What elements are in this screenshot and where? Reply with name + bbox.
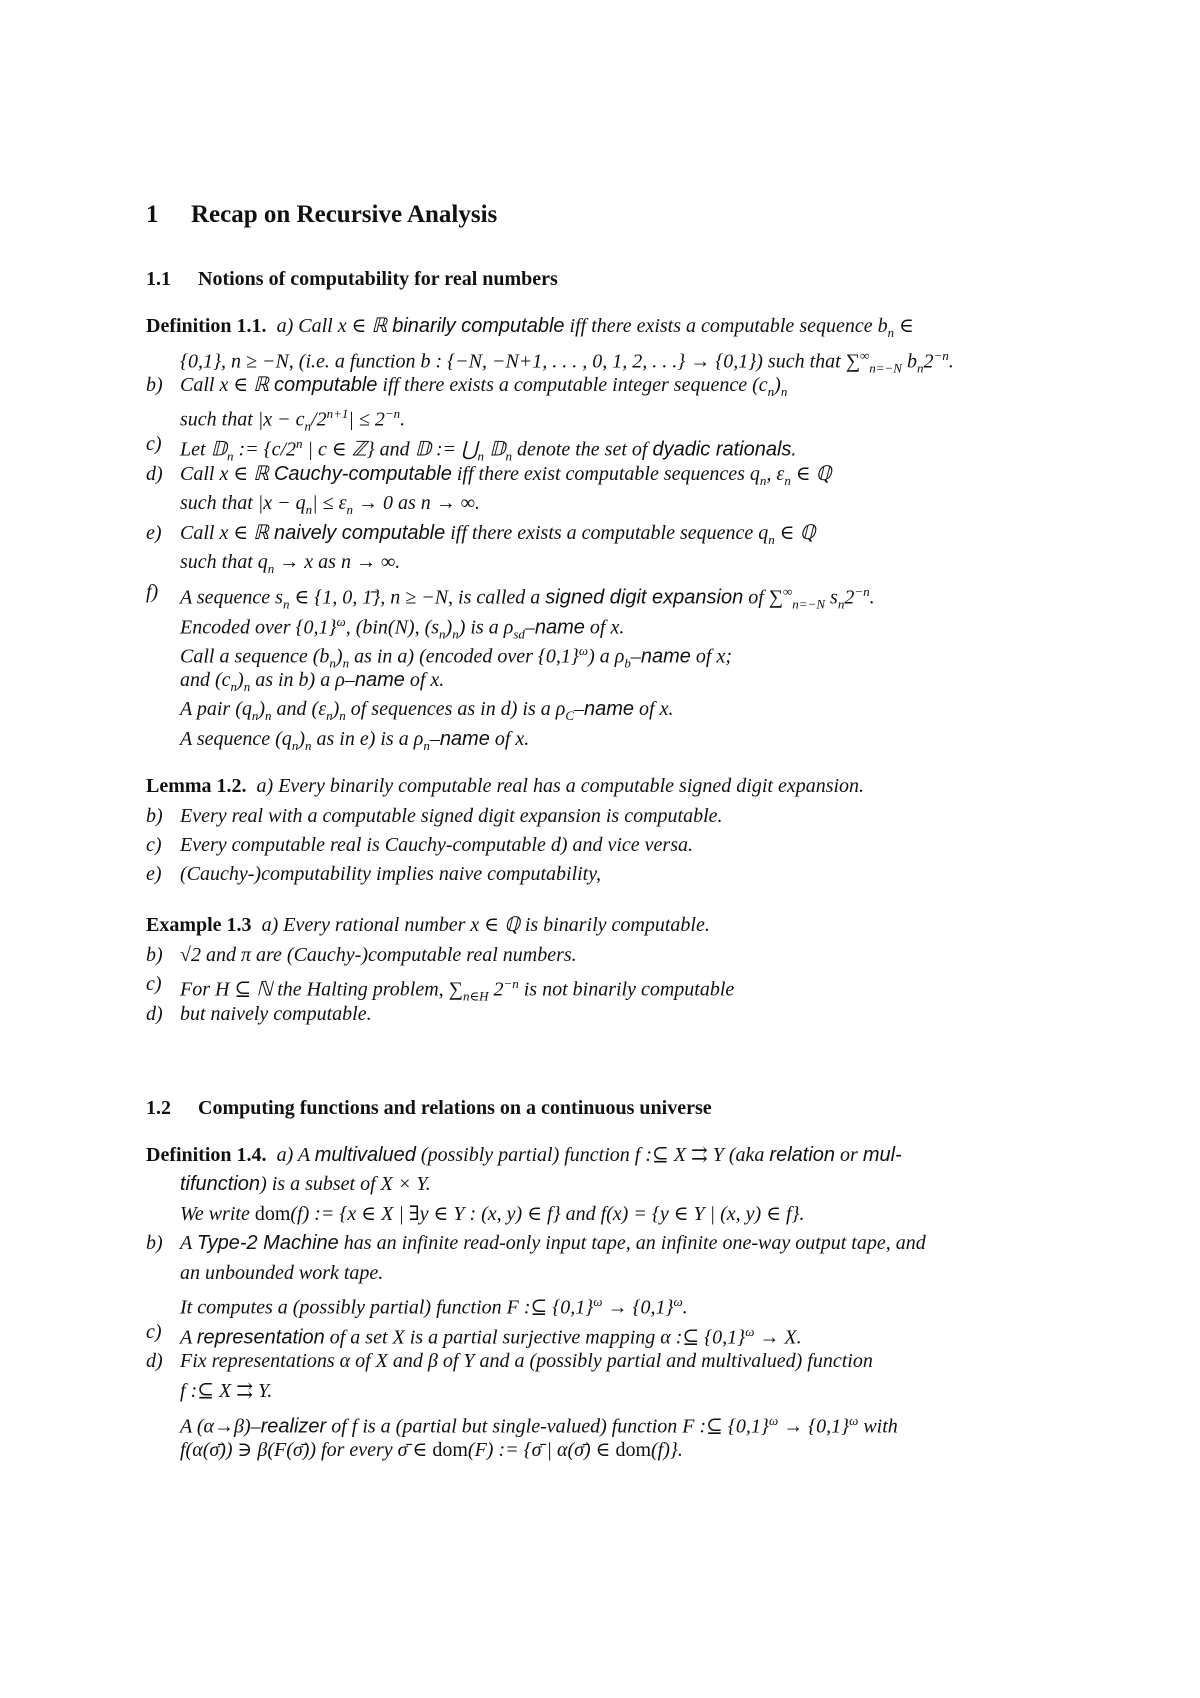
text-fragment: ) bbox=[298, 728, 305, 750]
section-title: Recap on Recursive Analysis bbox=[191, 201, 498, 228]
text-fragment: and (c bbox=[180, 669, 231, 691]
emphasized-term: name bbox=[584, 698, 635, 720]
text-fragment: Every computable real is Cauchy-computable d) and vice versa. bbox=[180, 834, 693, 856]
emphasized-term: name bbox=[439, 728, 490, 750]
text-fragment: Call x ∈ ℝ bbox=[180, 522, 274, 544]
emphasized-term: name bbox=[354, 669, 405, 691]
line-text bbox=[180, 942, 577, 968]
text-fragment: iff there exist computable sequences q bbox=[451, 463, 760, 485]
text-fragment: as in a) (encoded over {0,1} bbox=[349, 645, 579, 668]
text-fragment: /2 bbox=[311, 408, 327, 431]
emphasized-term: mul- bbox=[862, 1144, 902, 1166]
text-fragment: 2 bbox=[488, 978, 504, 1001]
text-fragment: of x; bbox=[690, 645, 732, 668]
text-fragment: and (ε bbox=[271, 698, 327, 720]
text-fragment: f :⊆ X ⇉ Y. bbox=[180, 1380, 273, 1402]
text-fragment: Every rational number x ∈ ℚ is binarily computable. bbox=[283, 914, 710, 936]
text-fragment: n bbox=[326, 708, 333, 723]
line-text bbox=[180, 1260, 383, 1286]
text-fragment: ∈ ℚ bbox=[774, 522, 816, 544]
item-label: c) bbox=[146, 433, 162, 455]
text-fragment: n bbox=[291, 738, 299, 753]
emphasized-term: relation bbox=[769, 1144, 836, 1166]
text-fragment: n bbox=[296, 436, 303, 451]
line-text bbox=[180, 696, 673, 729]
text-fragment: (f) := {x ∈ X | ∃y ∈ Y : (x, y) ∈ f} and f(x) = {y ∈ Y | (x, y) ∈ f}. bbox=[290, 1203, 805, 1225]
line-text bbox=[180, 1437, 683, 1463]
emphasized-term: representation bbox=[196, 1326, 325, 1349]
text-fragment: ) bbox=[335, 645, 343, 668]
text-fragment: ∈ ℚ bbox=[790, 463, 832, 485]
text-fragment: Encoded over {0,1} bbox=[180, 616, 337, 639]
subsection-number: 1.1 bbox=[146, 268, 171, 290]
line-text bbox=[180, 490, 480, 523]
text-fragment: ∞ bbox=[859, 348, 870, 363]
text-fragment: n bbox=[505, 448, 512, 464]
text-fragment: , ε bbox=[766, 463, 785, 485]
text-fragment: (f)}. bbox=[651, 1439, 683, 1461]
item-label: a) bbox=[261, 914, 284, 936]
text-fragment: – bbox=[524, 616, 535, 639]
text-fragment: A bbox=[180, 1326, 197, 1349]
text-fragment: ) a ρ bbox=[588, 645, 625, 668]
text-fragment: n bbox=[439, 626, 446, 642]
text-fragment: . bbox=[682, 1296, 688, 1319]
text-fragment: A (α→β)– bbox=[180, 1415, 261, 1438]
text-fragment: Call x ∈ ℝ bbox=[180, 463, 274, 485]
text-fragment: n bbox=[423, 738, 430, 753]
text-fragment: f(α(σ̄)) ∋ β(F(σ̄)) for every σ̄ ∈ bbox=[180, 1439, 433, 1461]
text-fragment: For H ⊆ ℕ the Halting problem, ∑ bbox=[180, 978, 463, 1001]
text-fragment: n bbox=[243, 679, 251, 694]
item-label: f) bbox=[146, 581, 159, 603]
text-fragment: A bbox=[180, 1232, 197, 1254]
emphasized-term: Type-2 Machine bbox=[196, 1232, 339, 1254]
item-label: b) bbox=[146, 805, 163, 827]
text-fragment: −n bbox=[503, 976, 519, 991]
text-fragment: ω bbox=[578, 643, 589, 658]
text-fragment: 2 bbox=[844, 586, 855, 609]
text-fragment: (Cauchy-)computability implies naive computability, bbox=[180, 863, 602, 885]
text-fragment: −n bbox=[933, 348, 949, 363]
text-fragment: iff there exists a computable integer sequence (c bbox=[377, 374, 768, 396]
text-fragment: ω bbox=[336, 614, 346, 629]
text-fragment: of sequences as in d) is a ρ bbox=[345, 698, 566, 720]
text-fragment: √2 and π are (Cauchy-)computable real numbers. bbox=[180, 944, 577, 966]
subsection-title: Notions of computability for real numbers bbox=[198, 268, 558, 290]
text-fragment: , (bin(N), (s bbox=[345, 616, 440, 639]
section-number: 1 bbox=[146, 201, 159, 228]
text-fragment: iff there exists a computable sequence q bbox=[445, 522, 769, 544]
text-fragment: ) bbox=[332, 698, 340, 720]
item-label: d) bbox=[146, 1003, 163, 1025]
text-fragment: ) bbox=[445, 616, 453, 639]
text-fragment: sd bbox=[513, 626, 525, 642]
text-fragment: ∈ {1, 0, 1̄}, n ≥ −N, is called a bbox=[289, 586, 546, 609]
line-text bbox=[180, 803, 723, 829]
line-text bbox=[180, 549, 400, 582]
text-fragment: := {c/2 bbox=[233, 438, 297, 461]
text-fragment: (possibly partial) function f :⊆ X ⇉ Y (aka bbox=[415, 1144, 770, 1166]
text-fragment: Every binarily computable real has a computable signed digit expansion. bbox=[278, 775, 865, 797]
emphasized-term: name bbox=[640, 645, 691, 668]
subsection-title: Computing functions and relations on a continuous universe bbox=[198, 1097, 712, 1119]
text-fragment: ) is a subset of X × Y. bbox=[260, 1173, 431, 1195]
text-fragment: n bbox=[230, 679, 238, 694]
text-fragment: ω bbox=[593, 1294, 603, 1309]
text-fragment: n=−N bbox=[792, 596, 826, 612]
item-label: c) bbox=[146, 973, 162, 995]
text-fragment: Call a sequence (b bbox=[180, 645, 330, 668]
text-fragment: ) is a ρ bbox=[458, 616, 514, 639]
text-fragment: → 0 as n → ∞. bbox=[353, 492, 481, 514]
text-fragment: of f is a (partial but single-valued) function F :⊆ {0,1} bbox=[326, 1415, 769, 1438]
text-fragment: ω bbox=[673, 1294, 683, 1309]
text-fragment: such that |x − q bbox=[180, 492, 306, 514]
text-fragment: n bbox=[304, 738, 312, 753]
item-label: a) bbox=[276, 1144, 298, 1166]
text-fragment: | ≤ ε bbox=[312, 492, 347, 514]
text-fragment: 𝔻 bbox=[484, 438, 506, 461]
text-fragment: n∈H bbox=[462, 988, 489, 1004]
text-fragment: A sequence (q bbox=[180, 728, 292, 750]
text-fragment: → X. bbox=[754, 1326, 802, 1349]
text-fragment: | c ∈ ℤ} and 𝔻 := ⋃ bbox=[302, 438, 478, 461]
text-fragment: n bbox=[305, 502, 313, 517]
text-fragment: Let 𝔻 bbox=[180, 438, 227, 461]
text-fragment: n bbox=[759, 473, 767, 488]
text-fragment: n bbox=[226, 448, 234, 464]
text-fragment: with bbox=[858, 1415, 898, 1438]
line-text bbox=[180, 832, 693, 858]
text-fragment: n bbox=[329, 655, 336, 671]
text-fragment: Fix representations α of X and β of Y and a (possibly partial and multivalued) function bbox=[180, 1350, 873, 1372]
line-text bbox=[180, 1289, 688, 1321]
def11-heading: Definition 1.1. bbox=[146, 315, 267, 337]
line-text bbox=[262, 912, 710, 938]
item-label: a) bbox=[256, 775, 279, 797]
emphasized-term: multivalued bbox=[314, 1144, 416, 1166]
def14-heading: Definition 1.4. bbox=[146, 1144, 267, 1166]
emphasized-term: signed digit expansion bbox=[545, 586, 744, 609]
line-text bbox=[257, 773, 865, 799]
text-fragment: – bbox=[630, 645, 641, 668]
text-fragment: ω bbox=[849, 1413, 859, 1428]
text-fragment: Call x ∈ ℝ bbox=[180, 374, 274, 396]
text-fragment: ω bbox=[745, 1324, 755, 1339]
text-fragment: . bbox=[869, 586, 875, 609]
line-text bbox=[180, 1408, 898, 1440]
text-fragment: an unbounded work tape. bbox=[180, 1262, 384, 1284]
item-label: c) bbox=[146, 1321, 162, 1343]
item-label: d) bbox=[146, 463, 163, 485]
text-fragment: −n bbox=[384, 406, 401, 421]
text-fragment: of x. bbox=[404, 669, 445, 691]
line-text bbox=[180, 1201, 805, 1227]
text-fragment: dom bbox=[432, 1439, 468, 1461]
text-fragment: n bbox=[887, 325, 895, 340]
item-label: b) bbox=[146, 944, 163, 966]
text-fragment: – bbox=[574, 698, 584, 720]
text-fragment: of x. bbox=[584, 616, 625, 639]
text-fragment: b bbox=[901, 350, 917, 373]
text-fragment: n bbox=[304, 418, 312, 434]
text-fragment: such that q bbox=[180, 551, 268, 573]
text-fragment: n bbox=[251, 708, 259, 723]
item-label: e) bbox=[146, 863, 162, 885]
text-fragment: dom bbox=[615, 1439, 652, 1461]
text-fragment: such that |x − c bbox=[180, 408, 305, 431]
item-label: c) bbox=[146, 834, 162, 856]
text-fragment: n bbox=[477, 448, 485, 464]
text-fragment: b bbox=[624, 655, 631, 671]
item-label: e) bbox=[146, 522, 162, 544]
text-fragment: ) bbox=[237, 669, 244, 691]
text-fragment: – bbox=[429, 728, 440, 750]
text-fragment: A bbox=[297, 1144, 315, 1166]
text-fragment: n bbox=[837, 596, 845, 612]
text-fragment: n bbox=[265, 708, 272, 723]
text-fragment: It computes a (possibly partial) function F :⊆ {0,1} bbox=[180, 1296, 594, 1319]
text-fragment: n bbox=[784, 473, 791, 488]
item-label: a) bbox=[276, 315, 299, 337]
text-fragment: dom bbox=[254, 1203, 291, 1225]
text-fragment: n bbox=[916, 360, 924, 376]
text-fragment: | ≤ 2 bbox=[348, 408, 385, 431]
text-fragment: of x. bbox=[489, 728, 530, 750]
item-label: d) bbox=[146, 1350, 163, 1372]
text-fragment: → {0,1} bbox=[778, 1415, 850, 1438]
emphasized-term: binarily computable bbox=[392, 315, 565, 337]
text-fragment: as in e) is a ρ bbox=[311, 728, 424, 750]
text-fragment: ∞ bbox=[783, 584, 793, 599]
lemma12-heading: Lemma 1.2. bbox=[146, 775, 247, 797]
emphasized-term: tifunction bbox=[180, 1173, 261, 1195]
line-text bbox=[180, 726, 529, 759]
line-text bbox=[277, 313, 914, 346]
text-fragment: → {0,1} bbox=[602, 1296, 674, 1319]
text-fragment: is not binarily computable bbox=[518, 978, 735, 1001]
text-fragment: n bbox=[339, 708, 346, 723]
text-fragment: n bbox=[780, 384, 788, 399]
text-fragment: n bbox=[452, 626, 459, 642]
text-fragment: denote the set of bbox=[511, 438, 653, 461]
text-fragment: A sequence s bbox=[180, 586, 283, 609]
text-fragment: as in b) a ρ– bbox=[250, 669, 355, 691]
text-fragment: Every real with a computable signed digit expansion is computable. bbox=[180, 805, 723, 827]
text-fragment: (F) := {σ̄ | α(σ̄) ∈ bbox=[467, 1439, 616, 1461]
text-fragment: → x as n → ∞. bbox=[274, 551, 401, 573]
line-text bbox=[180, 1378, 272, 1404]
emphasized-term: computable bbox=[273, 374, 378, 396]
line-text bbox=[277, 1142, 902, 1168]
text-fragment: {0,1}, n ≥ −N, (i.e. a function b : {−N, −N+1, . . . , 0, 1, 2, . . .} → {0,1}) such that ∑ bbox=[180, 350, 860, 373]
line-text bbox=[180, 1171, 431, 1197]
item-label: b) bbox=[146, 374, 163, 396]
text-fragment: of a set X is a partial surjective mapping α :⊆ {0,1} bbox=[324, 1326, 746, 1349]
text-fragment: ) bbox=[774, 374, 781, 396]
subsection-number: 1.2 bbox=[146, 1097, 171, 1119]
text-fragment: C bbox=[565, 708, 574, 723]
line-text bbox=[180, 1001, 372, 1027]
emphasized-term: dyadic rationals. bbox=[652, 438, 797, 461]
text-fragment: n bbox=[346, 502, 354, 517]
text-fragment: ω bbox=[768, 1413, 779, 1428]
text-fragment: of ∑ bbox=[743, 586, 784, 609]
text-fragment: n+1 bbox=[326, 406, 349, 421]
text-fragment: 2 bbox=[923, 350, 934, 373]
text-fragment: n bbox=[342, 655, 350, 671]
text-fragment: n bbox=[267, 561, 275, 576]
text-fragment: of x. bbox=[634, 698, 674, 720]
text-fragment: A pair (q bbox=[180, 698, 252, 720]
text-fragment: iff there exists a computable sequence b bbox=[564, 315, 888, 337]
emphasized-term: Cauchy-computable bbox=[273, 463, 452, 485]
example13-heading: Example 1.3 bbox=[146, 914, 252, 936]
text-fragment: . bbox=[948, 350, 954, 373]
text-fragment: ) bbox=[258, 698, 266, 720]
text-fragment: has an infinite read-only input tape, an infinite one-way output tape, and bbox=[338, 1232, 926, 1254]
text-fragment: but naively computable. bbox=[180, 1003, 372, 1025]
text-fragment: n=−N bbox=[869, 360, 902, 376]
text-fragment: . bbox=[400, 408, 406, 431]
emphasized-term: naively computable bbox=[273, 522, 446, 544]
text-fragment: ∈ bbox=[894, 315, 914, 337]
text-fragment: s bbox=[825, 586, 838, 609]
emphasized-term: name bbox=[534, 616, 585, 639]
line-text bbox=[180, 1348, 873, 1374]
text-fragment: n bbox=[767, 384, 775, 399]
text-fragment: n bbox=[282, 596, 290, 612]
emphasized-term: realizer bbox=[260, 1415, 327, 1438]
line-text bbox=[180, 1319, 802, 1351]
line-text bbox=[180, 1230, 926, 1256]
text-fragment: We write bbox=[180, 1203, 255, 1225]
text-fragment: or bbox=[835, 1144, 863, 1166]
text-fragment: n bbox=[768, 532, 775, 547]
text-fragment: Call x ∈ ℝ bbox=[298, 315, 393, 337]
item-label: b) bbox=[146, 1232, 163, 1254]
text-fragment: −n bbox=[854, 584, 870, 599]
line-text bbox=[180, 861, 601, 887]
